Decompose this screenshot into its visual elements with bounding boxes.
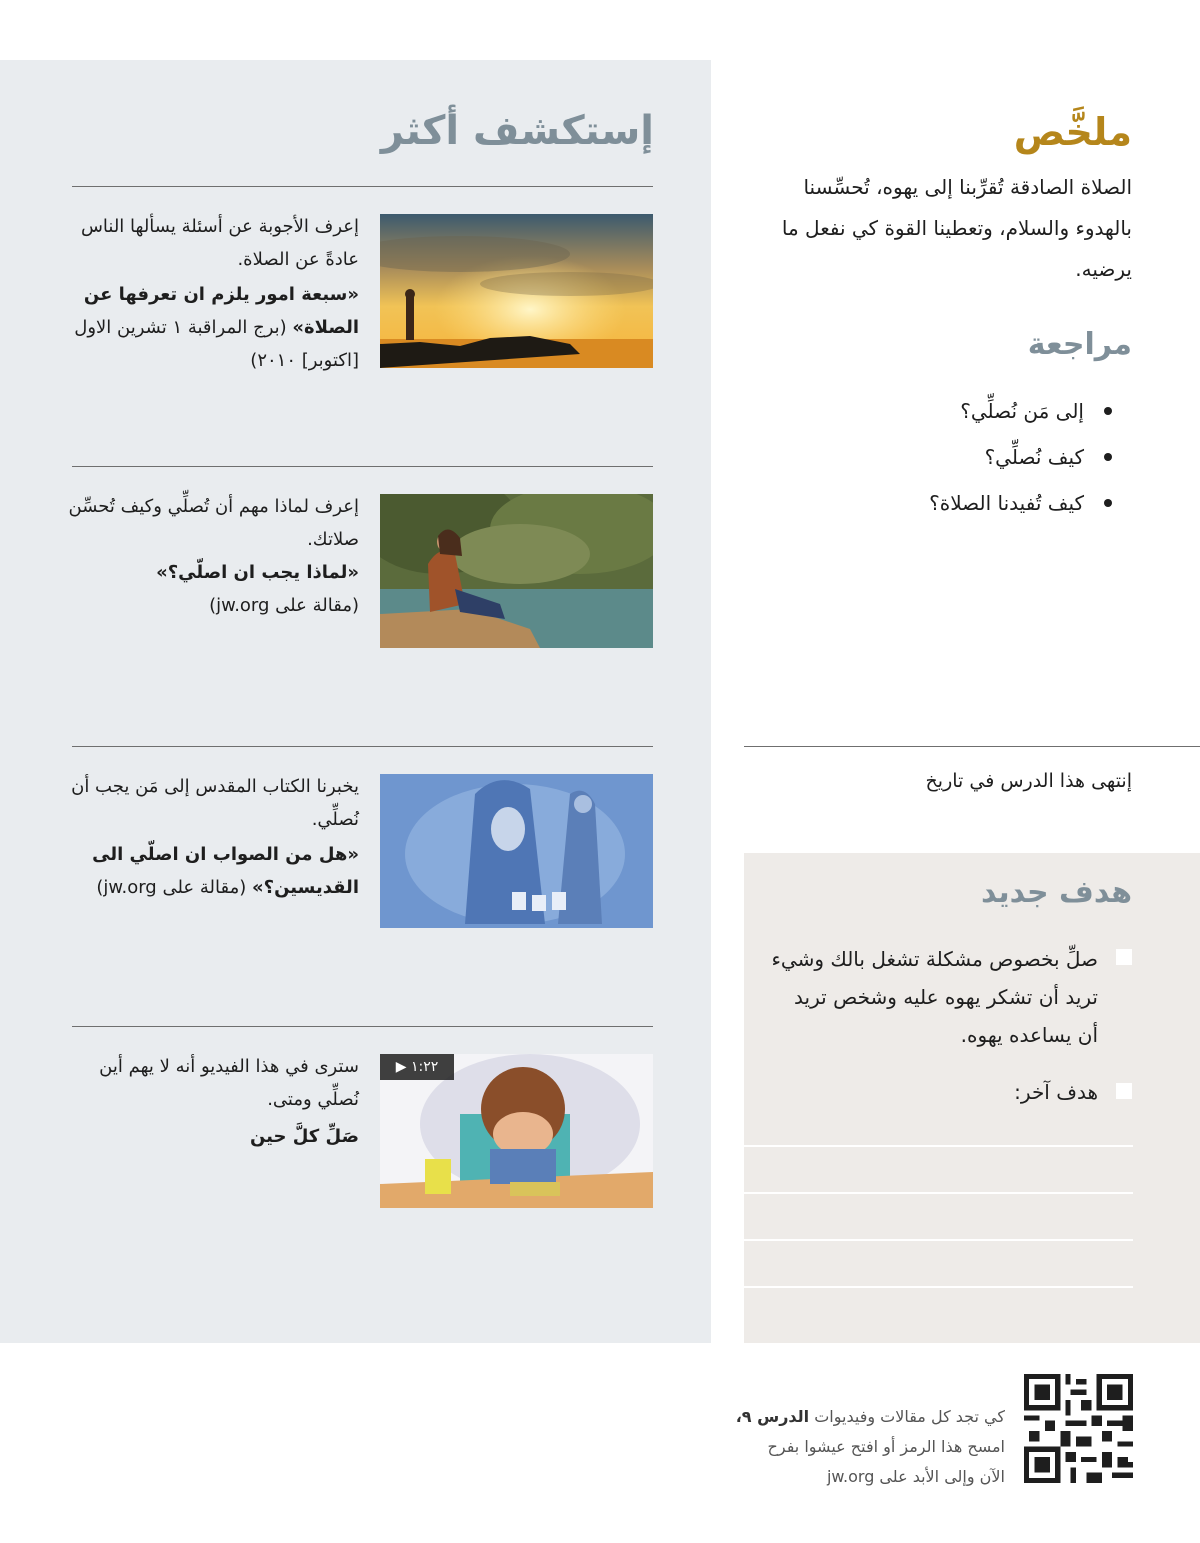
writing-line[interactable] bbox=[744, 1239, 1133, 1241]
explore-item-text bbox=[59, 770, 359, 904]
divider bbox=[72, 1026, 653, 1027]
divider bbox=[72, 186, 653, 187]
review-question: كيف نُصلِّي؟ bbox=[852, 434, 1112, 480]
review-questions bbox=[852, 388, 1112, 526]
divider bbox=[72, 466, 653, 467]
sunset-woman-on-rocks-image[interactable] bbox=[380, 214, 653, 368]
footer-lesson-number: الدرس ٩، bbox=[735, 1407, 810, 1426]
article-link[interactable]: «لماذا يجب ان اصلّي؟» bbox=[156, 562, 359, 583]
review-title: مراجعة bbox=[1027, 327, 1132, 362]
item-source: (برج المراقبة ١ تشرين الاول [اكتوبر] ٢٠١٠) bbox=[74, 317, 359, 371]
item-intro: إعرف الأجوبة عن أسئلة يسألها الناس عادةً عن الصلاة. bbox=[80, 216, 359, 270]
review-question: كيف تُفيدنا الصلاة؟ bbox=[852, 480, 1112, 526]
review-question: إلى مَن نُصلِّي؟ bbox=[852, 388, 1112, 434]
explore-item-text bbox=[59, 490, 359, 622]
summary-body: الصلاة الصادقة تُقرِّبنا إلى يهوه، تُحسِّسنا بالهدوء والسلام، وتعطينا القوة كي نفعل ما يرضيه. bbox=[781, 175, 1132, 281]
footer-line3[interactable]: الآن وإلى الأبد على jw.org bbox=[826, 1467, 1005, 1486]
explore-more-title: إستكشف أكثر bbox=[380, 108, 654, 154]
video-link[interactable]: صَلِّ كلَّ حين bbox=[249, 1126, 359, 1147]
footer-text bbox=[645, 1402, 1005, 1492]
divider bbox=[72, 746, 653, 747]
other-goal-checkbox[interactable] bbox=[1116, 1083, 1132, 1099]
lesson-finished-label: إنتهى هذا الدرس في تاريخ bbox=[925, 770, 1132, 792]
item-source: (مقالة على jw.org) bbox=[209, 595, 359, 616]
video-duration: ١:٢٢ bbox=[410, 1059, 439, 1075]
writing-line[interactable] bbox=[744, 1145, 1133, 1147]
summary-title: ملخَّص bbox=[1013, 110, 1132, 154]
item-source: (مقالة على jw.org) bbox=[96, 877, 247, 898]
writing-line[interactable] bbox=[744, 1192, 1133, 1194]
footer-line2: امسح هذا الرمز أو افتح عيشوا بفرح bbox=[767, 1437, 1005, 1456]
new-goal-title: هدف جديد bbox=[981, 875, 1132, 910]
play-icon: ▶ bbox=[395, 1059, 407, 1075]
video-duration-badge bbox=[380, 1054, 454, 1080]
woman-praying-statue-image[interactable] bbox=[380, 774, 653, 928]
footer-line1: كي تجد كل مقالات وفيديوات bbox=[814, 1407, 1005, 1426]
goal-checkbox[interactable] bbox=[1116, 949, 1132, 965]
other-goal-label: هدف آخر: bbox=[1014, 1080, 1098, 1104]
article-link[interactable]: «سبعة امور يلزم ان تعرفها عن الصلاة» bbox=[83, 284, 359, 338]
explore-item-text bbox=[59, 1050, 359, 1153]
item-intro: سترى في هذا الفيديو أنه لا يهم أين نُصلِّي ومتى. bbox=[99, 1056, 359, 1110]
divider bbox=[744, 746, 1200, 747]
item-intro: إعرف لماذا مهم أن تُصلِّي وكيف تُحسِّن صلاتك. bbox=[68, 496, 359, 550]
item-intro: يخبرنا الكتاب المقدس إلى مَن يجب أن نُصلِّي. bbox=[71, 776, 359, 830]
explore-item-text bbox=[59, 210, 359, 377]
goal-text: صلِّ بخصوص مشكلة تشغل بالك وشيء تريد أن تشكر يهوه عليه وشخص تريد أن يساعده يهوه. bbox=[771, 947, 1098, 1047]
article-link[interactable]: «هل من الصواب ان اصلّي الى القديسين؟» bbox=[92, 844, 359, 898]
qr-code-icon[interactable] bbox=[1024, 1374, 1133, 1483]
woman-by-lake-image[interactable] bbox=[380, 494, 653, 648]
writing-line[interactable] bbox=[744, 1286, 1133, 1288]
